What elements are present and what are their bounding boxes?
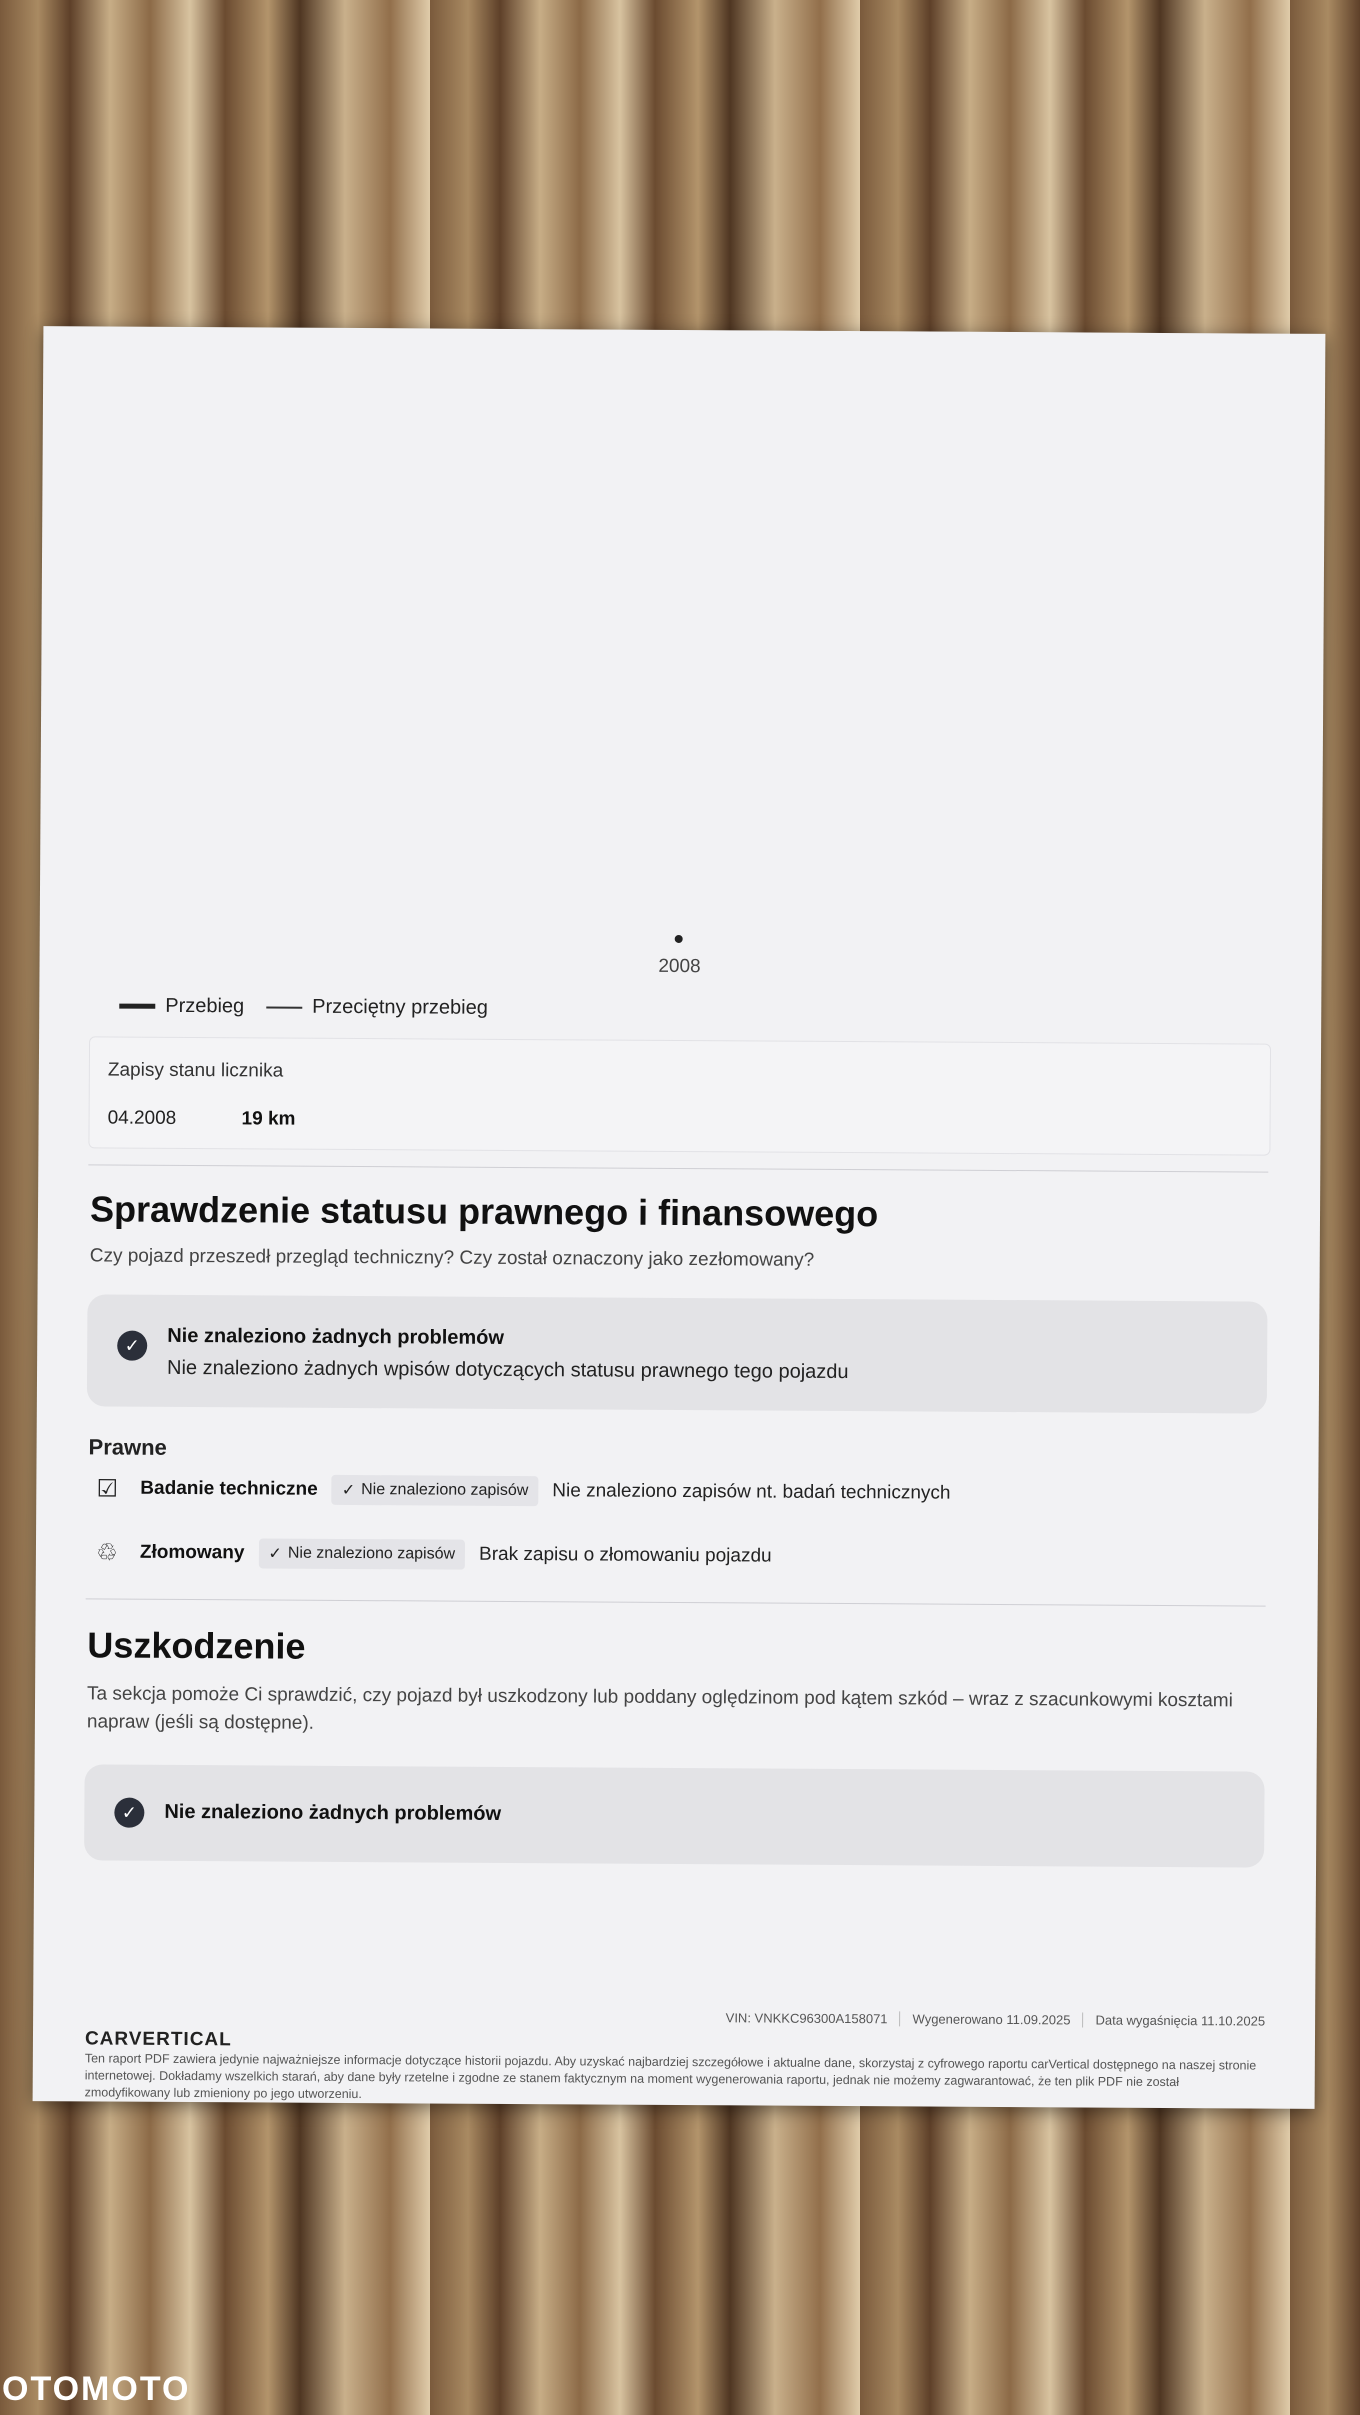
check-icon: ✓ <box>268 1545 282 1563</box>
legal-status-title: Nie znaleziono żadnych problemów <box>167 1324 505 1349</box>
legal-status-box <box>87 1294 1268 1413</box>
damage-subtitle: Ta sekcja pomoże Ci sprawdzić, czy pojazd był uszkodzony lub poddany oględzinom pod kątem szkód – wraz z szacunkowymi kosztami napraw (jeśli są dostępne). <box>86 1683 1233 1734</box>
legal-item-desc: Brak zapisu o złomowaniu pojazdu <box>478 1543 772 1567</box>
report-page <box>33 326 1326 2109</box>
divider <box>88 1164 1268 1172</box>
legend-swatch-mileage <box>119 1004 155 1009</box>
disclaimer: Ten raport PDF zawiera jedynie najważniejsze informacje dotyczące historii pojazdu. Aby uzyskać najbardziej szczegółowe i aktualne dane, skorzystaj z cyfrowego raportu carVertical dostępnego na naszej stronie internetowej. Dokładamy wszelkich starań, aby dane były rzetelne i zgodne ze stanem faktycznym na moment wygenerowania raportu, jednak nie możemy zagwarantować, że ten plik PDF nie został zmodyfikowany lub zmieniony po jego utworzeniu. <box>84 2051 1257 2102</box>
legal-heading: Sprawdzenie statusu prawnego i finansowego <box>89 1188 879 1235</box>
carvertical-logo: CARVERTICAL <box>84 2028 232 2051</box>
mileage-chart <box>39 326 1325 984</box>
generated-date: Wygenerowano 11.09.2025 <box>901 2011 1084 2027</box>
report-meta <box>714 2010 1266 2028</box>
no-records-chip <box>258 1538 465 1569</box>
chart-data-point-2008 <box>675 935 683 943</box>
legal-item-desc: Nie znaleziono zapisów nt. badań technicznych <box>552 1480 951 1504</box>
report-footer <box>84 2006 1266 2102</box>
chip-label: Nie znaleziono zapisów <box>287 1544 456 1563</box>
expiry-date: Data wygaśnięcia 11.10.2025 <box>1095 2012 1266 2029</box>
checklist-icon: ☑ <box>96 1474 119 1503</box>
vin-number: VIN: VNKKC96300A158071 <box>714 2010 901 2026</box>
legend-swatch-average <box>266 1006 302 1008</box>
chart-legend <box>119 995 510 1020</box>
legal-subtitle: Czy pojazd przeszedł przegląd techniczny? Czy został oznaczony jako zezłomowany? <box>89 1245 815 1271</box>
check-circle-icon: ✓ <box>114 1798 144 1828</box>
recycle-icon: ♲ <box>96 1538 118 1567</box>
damage-status-title: Nie znaleziono żadnych problemów <box>164 1800 502 1825</box>
no-records-chip <box>332 1475 539 1506</box>
legal-item-label: Badanie techniczne <box>140 1477 318 1500</box>
legend-item-mileage <box>119 995 244 1019</box>
legend-label-average: Przeciętny przebieg <box>312 995 488 1019</box>
divider <box>86 1598 1266 1606</box>
otomoto-watermark: OTOMOTO <box>2 2370 191 2408</box>
damage-heading: Uszkodzenie <box>87 1624 306 1667</box>
odometer-record-km: 19 km <box>241 1108 296 1130</box>
legal-section-label: Prawne <box>88 1434 167 1460</box>
legal-item-label: Złomowany <box>139 1541 245 1564</box>
legend-label-mileage: Przebieg <box>165 994 245 1018</box>
legal-status-desc: Nie znaleziono żadnych wpisów dotyczących statusu prawnego tego pojazdu <box>167 1356 849 1384</box>
chip-label: Nie znaleziono zapisów <box>361 1481 529 1500</box>
damage-status-box <box>84 1764 1265 1867</box>
chart-x-tick-2008: 2008 <box>658 955 701 978</box>
check-circle-icon: ✓ <box>117 1331 147 1361</box>
legal-item-scrapped <box>88 1532 772 1576</box>
odometer-records-box <box>88 1036 1271 1155</box>
legal-item-inspection <box>88 1468 950 1513</box>
odometer-record-date: 04.2008 <box>107 1107 177 1129</box>
odometer-records-title: Zapisy stanu licznika <box>107 1059 284 1082</box>
check-icon: ✓ <box>341 1481 356 1500</box>
legend-item-average-mileage <box>266 995 488 1019</box>
